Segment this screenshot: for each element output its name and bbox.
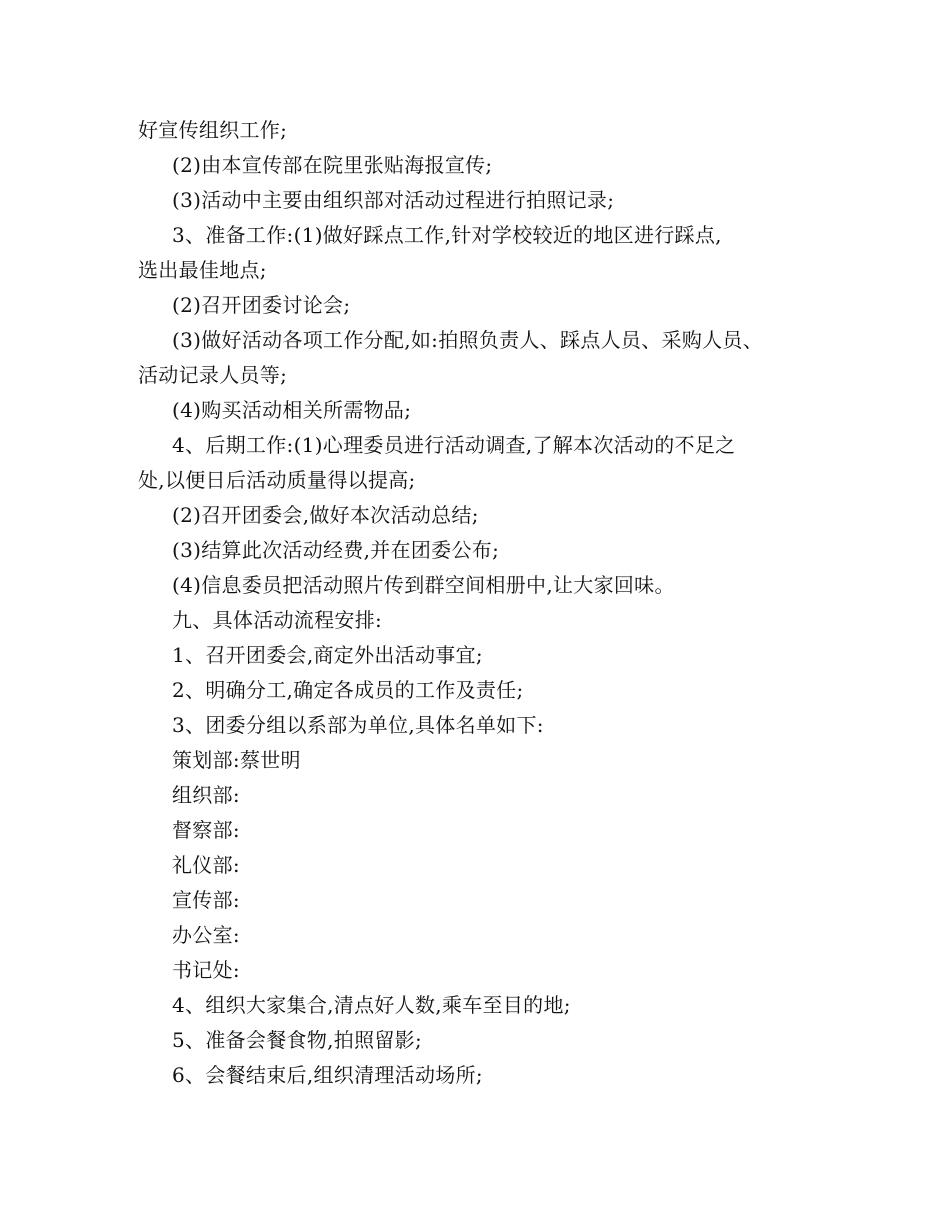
paragraph-line: 5、准备会餐食物,拍照留影; [172, 1028, 423, 1052]
roster-line: 办公室: [172, 923, 240, 947]
paragraph-line: (2)召开团委讨论会; [172, 293, 351, 317]
paragraph-line: (3)做好活动各项工作分配,如:拍照负责人、踩点人员、采购人员、 [172, 328, 764, 352]
paragraph-line: 处,以便日后活动质量得以提高; [138, 468, 416, 492]
roster-line: 宣传部: [172, 888, 240, 912]
paragraph-line: 4、组织大家集合,清点好人数,乘车至目的地; [172, 993, 571, 1017]
paragraph-line: 1、召开团委会,商定外出活动事宜; [172, 643, 483, 667]
roster-line: 督察部: [172, 818, 240, 842]
paragraph-line: (2)召开团委会,做好本次活动总结; [172, 503, 479, 527]
paragraph-line: 2、明确分工,确定各成员的工作及责任; [172, 678, 524, 702]
document-body [138, 113, 828, 1093]
paragraph-line: 选出最佳地点; [138, 258, 267, 282]
paragraph-line: (3)活动中主要由组织部对活动过程进行拍照记录; [172, 188, 615, 212]
paragraph-line: 6、会餐结束后,组织清理活动场所; [172, 1063, 483, 1087]
paragraph-line: 3、准备工作:(1)做好踩点工作,针对学校较近的地区进行踩点, [172, 223, 722, 247]
paragraph-line: (3)结算此次活动经费,并在团委公布; [172, 538, 500, 562]
paragraph-line: 4、后期工作:(1)心理委员进行活动调查,了解本次活动的不足之 [172, 433, 736, 457]
roster-line: 书记处: [172, 958, 240, 982]
paragraph-line: 活动记录人员等; [138, 363, 288, 387]
roster-line: 策划部:蔡世明 [172, 748, 301, 772]
paragraph-line: (4)信息委员把活动照片传到群空间相册中,让大家回味。 [172, 573, 675, 597]
paragraph-line: 好宣传组织工作; [138, 118, 288, 142]
paragraph-line: 3、团委分组以系部为单位,具体名单如下: [172, 713, 544, 737]
roster-line: 礼仪部: [172, 853, 240, 877]
paragraph-line: (4)购买活动相关所需物品; [172, 398, 412, 422]
paragraph-line: (2)由本宣传部在院里张贴海报宣传; [172, 153, 493, 177]
section-heading: 九、具体活动流程安排: [172, 608, 383, 632]
roster-line: 组织部: [172, 783, 240, 807]
